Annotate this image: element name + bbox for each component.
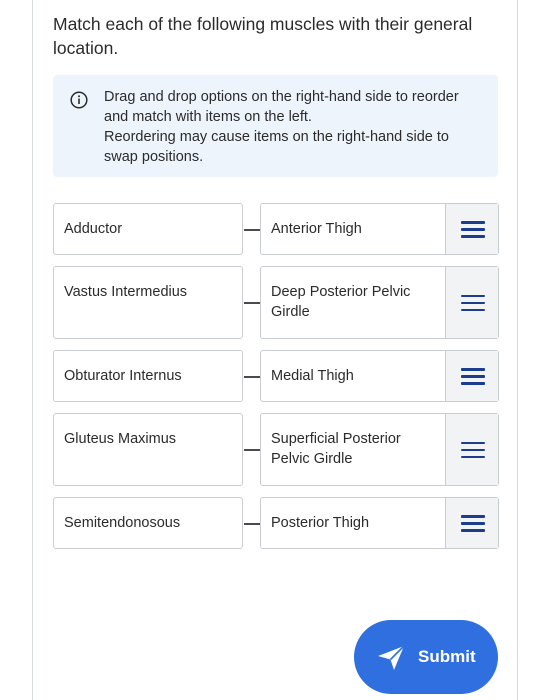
right-option-label: Posterior Thigh — [271, 515, 370, 531]
left-item — [53, 497, 243, 549]
left-item-label: Obturator Internus — [64, 368, 182, 384]
left-item-label: Semitendonosous — [64, 515, 181, 531]
right-option-draggable[interactable] — [260, 203, 499, 255]
instructions-box — [53, 75, 498, 177]
right-option-label: Deep Posterior Pelvic Girdle — [271, 284, 411, 320]
submit-label: Submit — [418, 647, 476, 666]
drag-handle-icon — [461, 221, 485, 237]
left-item — [53, 266, 243, 339]
right-option-draggable[interactable] — [260, 350, 499, 402]
left-item — [53, 203, 243, 255]
send-icon — [376, 644, 406, 672]
drag-handle-icon — [461, 295, 485, 311]
instructions-text — [104, 87, 484, 167]
right-option-label: Superficial Posterior Pelvic Girdle — [271, 431, 401, 467]
left-item-label: Adductor — [64, 221, 123, 237]
instructions-line-2: Reordering may cause items on the right-hand side to swap positions. — [104, 129, 449, 165]
submit-button[interactable] — [354, 620, 498, 694]
drag-handle-icon — [461, 442, 485, 458]
right-option-draggable[interactable] — [260, 413, 499, 486]
question-text: Match each of the following muscles with their general location. — [53, 14, 473, 58]
drag-handle[interactable] — [445, 204, 498, 254]
left-item-label: Vastus Intermedius — [64, 284, 188, 300]
drag-handle[interactable] — [445, 267, 498, 338]
connector-line — [244, 523, 260, 525]
left-item-label: Gluteus Maximus — [64, 431, 177, 447]
info-icon — [70, 91, 88, 109]
drag-handle[interactable] — [445, 351, 498, 401]
left-item — [53, 350, 243, 402]
drag-handle[interactable] — [445, 498, 498, 548]
right-option-label: Anterior Thigh — [271, 221, 362, 237]
drag-handle[interactable] — [445, 414, 498, 485]
connector-line — [244, 449, 260, 451]
connector-line — [244, 229, 260, 231]
right-option-label: Medial Thigh — [271, 368, 354, 384]
instructions-line-1: Drag and drop options on the right-hand side to reorder and match with items on the left. — [104, 89, 459, 125]
drag-handle-icon — [461, 368, 485, 384]
connector-line — [244, 302, 260, 304]
drag-handle-icon — [461, 515, 485, 531]
connector-line — [244, 376, 260, 378]
right-option-draggable[interactable] — [260, 497, 499, 549]
left-item — [53, 413, 243, 486]
right-option-draggable[interactable] — [260, 266, 499, 339]
